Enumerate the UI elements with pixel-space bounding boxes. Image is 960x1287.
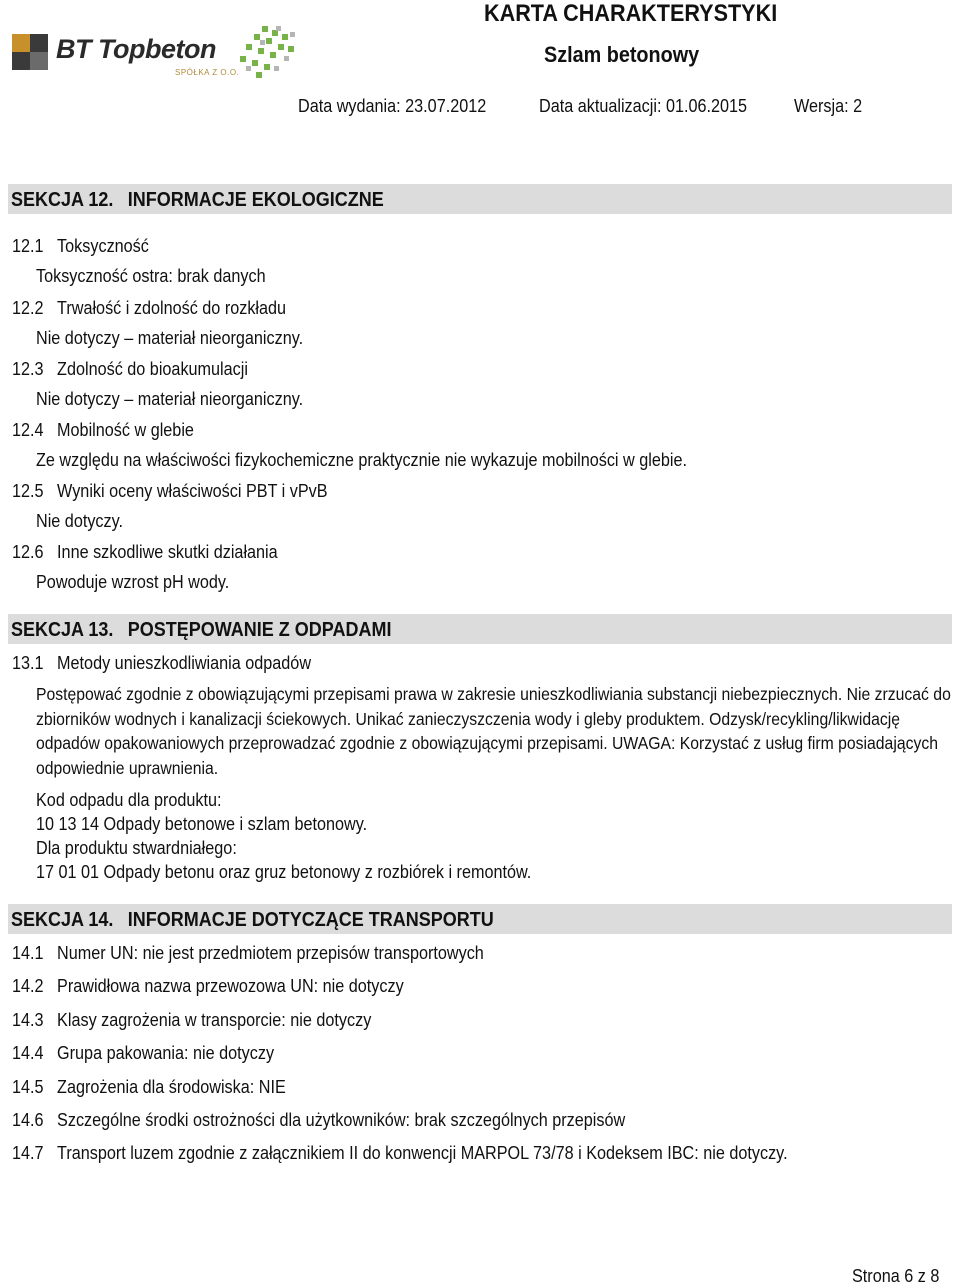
item-14-3: 14.3 Klasy zagrożenia w transporcie: nie dotyczy bbox=[12, 1010, 372, 1030]
section-13-header bbox=[8, 614, 952, 644]
logo-subtext: SPÓŁKA Z O.O. bbox=[175, 68, 240, 77]
item-13-1-heading: 13.1 Metody unieszkodliwiania odpadów bbox=[12, 653, 312, 673]
section-title: POSTĘPOWANIE Z ODPADAMI bbox=[127, 619, 392, 641]
waste-code-product: 10 13 14 Odpady betonowe i szlam betonowy. bbox=[36, 814, 368, 834]
item-14-1: 14.1 Numer UN: nie jest przedmiotem przepisów transportowych bbox=[12, 943, 484, 963]
item-12-6-heading: 12.6 Inne szkodliwe skutki działania bbox=[12, 542, 278, 562]
version: Wersja: 2 bbox=[794, 96, 863, 116]
section-number: SEKCJA 14. bbox=[11, 909, 114, 931]
waste-code-label: Kod odpadu dla produktu: bbox=[36, 790, 222, 810]
document-subtitle: Szlam betonowy bbox=[544, 42, 700, 67]
disposal-paragraph: Postępować zgodnie z obowiązującymi przepisami prawa w zakresie unieszkodliwiania substancji niebezpiecznych. Nie zrzucać do zbiorników wodnych i kanalizacji ściekowych. Unikać zanieczyszczenia wody i gleby produktem. Odzysk/recykling/likwidację odpadów opakowaniowych przeprowadzać zgodnie z obowiązującymi przepisami. UWAGA: Korzystać z usług firm posiadających odpowiednie uprawnienia. bbox=[36, 684, 951, 778]
item-12-5-text: Nie dotyczy. bbox=[36, 511, 124, 531]
logo-mark-icon bbox=[12, 34, 48, 70]
item-12-6-text: Powoduje wzrost pH wody. bbox=[36, 572, 230, 592]
update-date: Data aktualizacji: 01.06.2015 bbox=[539, 96, 748, 116]
item-12-4-heading: 12.4 Mobilność w glebie bbox=[12, 420, 194, 440]
item-12-5-heading: 12.5 Wyniki oceny właściwości PBT i vPvB bbox=[12, 481, 328, 501]
item-14-5: 14.5 Zagrożenia dla środowiska: NIE bbox=[12, 1077, 286, 1097]
item-12-2-heading: 12.2 Trwałość i zdolność do rozkładu bbox=[12, 298, 287, 318]
company-logo bbox=[10, 24, 300, 84]
section-14-header bbox=[8, 904, 952, 934]
logo-text: BT Topbeton bbox=[56, 34, 216, 64]
item-12-1-text: Toksyczność ostra: brak danych bbox=[36, 266, 266, 286]
section-title: INFORMACJE EKOLOGICZNE bbox=[127, 189, 384, 211]
waste-code-hardened: 17 01 01 Odpady betonu oraz gruz betonowy z rozbiórek i remontów. bbox=[36, 862, 532, 882]
document-title: KARTA CHARAKTERYSTYKI bbox=[484, 0, 778, 27]
section-number: SEKCJA 12. bbox=[11, 189, 114, 211]
logo-dots-icon bbox=[236, 26, 298, 82]
item-12-3-text: Nie dotyczy – materiał nieorganiczny. bbox=[36, 389, 304, 409]
item-12-2-text: Nie dotyczy – materiał nieorganiczny. bbox=[36, 328, 304, 348]
item-12-1-heading: 12.1 Toksyczność bbox=[12, 236, 149, 256]
page-number: Strona 6 z 8 bbox=[852, 1266, 940, 1286]
item-14-4: 14.4 Grupa pakowania: nie dotyczy bbox=[12, 1043, 275, 1063]
item-14-7: 14.7 Transport luzem zgodnie z załącznikiem II do konwencji MARPOL 73/78 i Kodeksem IBC: nie dotyczy. bbox=[12, 1143, 788, 1163]
section-title: INFORMACJE DOTYCZĄCE TRANSPORTU bbox=[127, 909, 494, 931]
item-12-3-heading: 12.3 Zdolność do bioakumulacji bbox=[12, 359, 248, 379]
section-number: SEKCJA 13. bbox=[11, 619, 114, 641]
item-12-4-text: Ze względu na właściwości fizykochemiczne praktycznie nie wykazuje mobilności w glebie. bbox=[36, 450, 687, 470]
issue-date: Data wydania: 23.07.2012 bbox=[298, 96, 487, 116]
item-14-2: 14.2 Prawidłowa nazwa przewozowa UN: nie dotyczy bbox=[12, 976, 404, 996]
waste-code-hardened-label: Dla produktu stwardniałego: bbox=[36, 838, 237, 858]
section-12-header bbox=[8, 184, 952, 214]
item-14-6: 14.6 Szczególne środki ostrożności dla użytkowników: brak szczególnych przepisów bbox=[12, 1110, 626, 1130]
